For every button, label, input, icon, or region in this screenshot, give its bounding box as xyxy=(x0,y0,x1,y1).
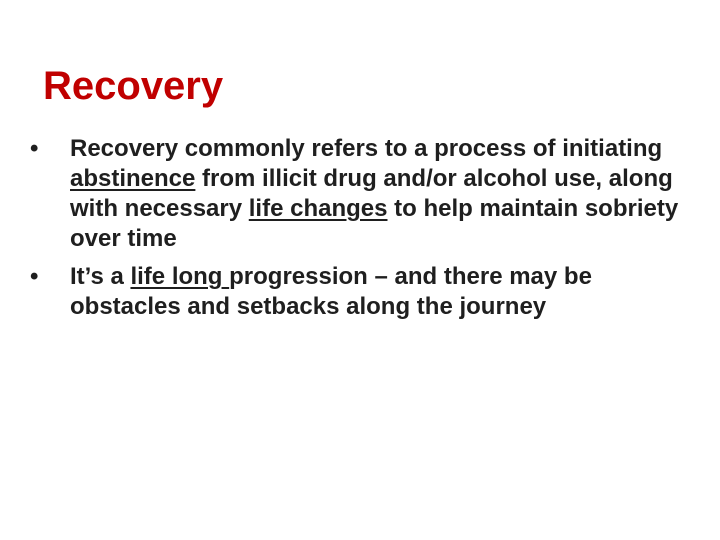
bullet-2-text-b: progression – and there may be obstacles and setbacks along the journey xyxy=(70,263,592,320)
bullet-1-text-c: to help maintain sobriety over time xyxy=(70,195,679,252)
bullet-2-underlined-life-long: life long xyxy=(130,263,230,290)
slide-title: Recovery xyxy=(43,64,224,108)
bullet-1-underlined-abstinence: abstinence xyxy=(70,165,196,192)
bullet-dot-icon: • xyxy=(30,263,39,290)
bullet-2-text-a: It’s a xyxy=(70,263,131,290)
bullet-item-2 xyxy=(30,262,700,322)
bullet-dot-icon: • xyxy=(30,135,39,162)
bullet-list xyxy=(30,134,700,330)
bullet-1-text-a: Recovery commonly refers to a process of initiating xyxy=(70,135,663,162)
bullet-1-text-b: from illicit drug and/or alcohol use, along with necessary xyxy=(70,165,673,222)
bullet-1-underlined-life-changes: life changes xyxy=(248,195,388,222)
bullet-item-1 xyxy=(30,134,700,254)
